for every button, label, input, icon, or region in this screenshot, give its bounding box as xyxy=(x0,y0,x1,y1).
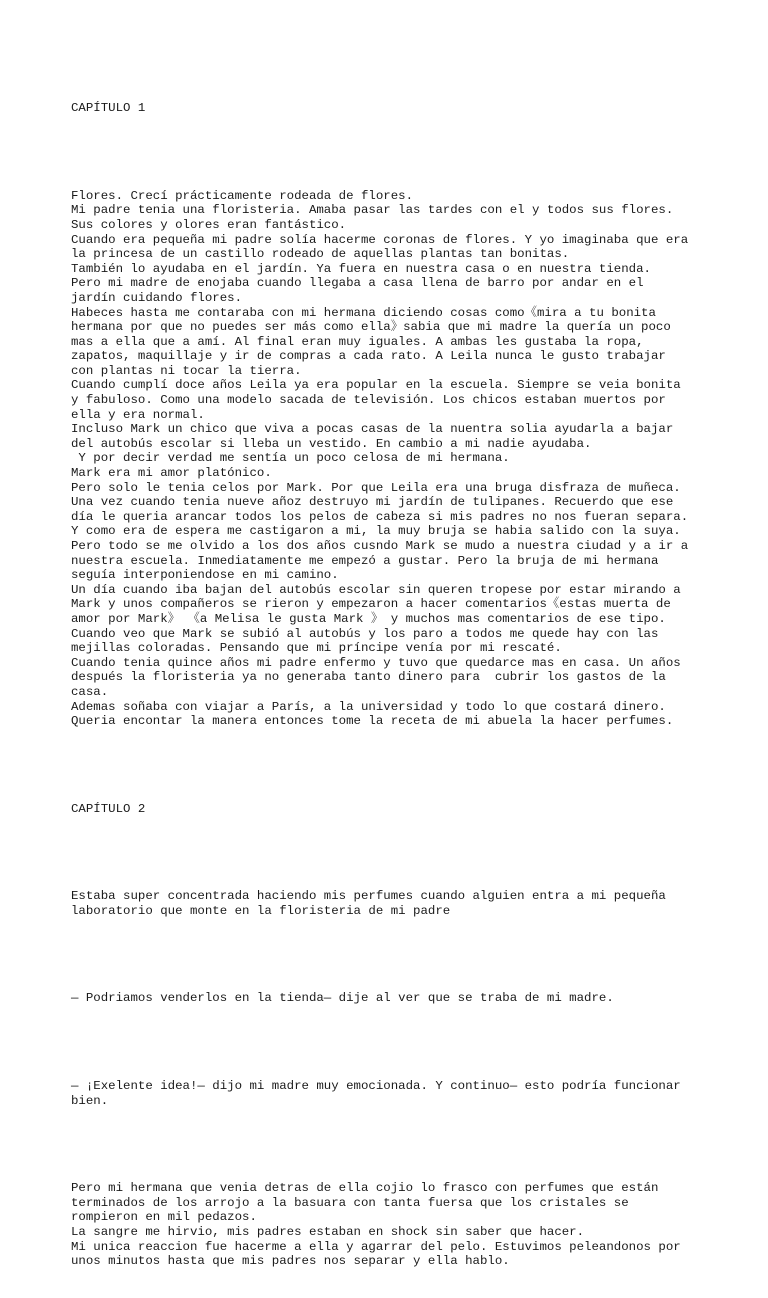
chapter-2-paragraph-1 xyxy=(71,889,711,918)
text-line: Estaba super concentrada haciendo mis perfumes cuando alguien entra a mi pequeña xyxy=(71,889,666,904)
text-line: del autobús escolar si lleba un vestido. En cambio a mi nadie ayudaba. xyxy=(71,436,592,451)
text-line: y fabuloso. Como una modelo sacada de televisión. Los chicos estaban muertos por xyxy=(71,393,666,408)
text-line: Habeces hasta me contaraba con mi hermana diciendo cosas como《mira a tu bonita xyxy=(71,305,656,320)
text-line: Pero todo se me olvido a los dos años cusndo Mark se mudo a nuestra ciudad y a ir a xyxy=(71,539,689,553)
text-line: jardín cuidando flores. xyxy=(71,290,243,305)
text-line: unos minutos hasta que mis padres nos separar y ella hablo. xyxy=(71,1254,510,1269)
text-line: Ademas soñaba con viajar a París, a la universidad y todo lo que costará dinero. xyxy=(71,699,666,714)
blank-line xyxy=(71,758,711,773)
text-line: después la floristeria ya no generaba tanto dinero para cubrir los gastos de la xyxy=(71,670,666,685)
text-line: Pero solo le tenia celos por Mark. Por que Leila era una bruga disfraza de muñeca. xyxy=(71,480,681,495)
text-line: Mark y unos compañeros se rieron y empezaron a hacer comentarios《estas muerta de xyxy=(71,597,671,612)
text-line: mas a ella que a amí. Al final eran muy iguales. A ambas les gustaba la ropa, xyxy=(71,334,644,349)
text-line: laboratorio que monte en la floristeria de mi padre xyxy=(71,903,451,918)
text-line: Cuando tenia quince años mi padre enfermo y tuvo que quedarce mas en casa. Un años xyxy=(71,655,681,670)
text-line: ella y era normal. xyxy=(71,407,205,422)
text-line: Una vez cuando tenia nueve añoz destruyo mi jardín de tulipanes. Recuerdo que ese xyxy=(71,495,674,510)
text-line: la princesa de un castillo rodeado de aquellas plantas tan bonitas. xyxy=(71,247,570,262)
text-line: También lo ayudaba en el jardín. Ya fuera en nuestra casa o en nuestra tienda. xyxy=(71,261,651,276)
text-line: nuestra escuela. Inmediatamente me empezó a gustar. Pero la bruja de mi hermana xyxy=(71,553,659,568)
chapter-1-heading: CAPÍTULO 1 xyxy=(71,101,146,116)
blank-line xyxy=(71,145,711,160)
text-line: casa. xyxy=(71,684,109,699)
text-line: seguía interponiendose en mi camino. xyxy=(71,568,339,583)
text-line: zapatos, maquillaje y ir de compras a cada rato. A Leila nunca le gusto trabajar xyxy=(71,349,666,364)
text-line: — ¡Exelente idea!— dijo mi madre muy emocionada. Y continuo— esto podría funcionar xyxy=(71,1078,681,1093)
text-line: — Podriamos venderlos en la tienda— dije al ver que se traba de mi madre. xyxy=(71,991,614,1006)
blank-line xyxy=(71,1035,711,1050)
text-line: día le queria arancar todos los pelos de cabeza si mis padres no nos fueran separa. xyxy=(71,509,689,524)
blank-line xyxy=(71,845,711,860)
text-line: Queria encontar la manera entonces tome la receta de mi abuela la hacer perfumes. xyxy=(71,714,674,729)
text-line: bien. xyxy=(71,1093,109,1108)
text-line: Y como era de espera me castigaron a mi, la muy bruja se habia salido con la suya. xyxy=(71,524,681,539)
text-line: hermana por que no puedes ser más como ella》sabia que mi madre la quería un poco xyxy=(71,320,671,335)
chapter-2-paragraph-4 xyxy=(71,1181,711,1269)
text-line: Y por decir verdad me sentía un poco celosa de mi hermana. xyxy=(71,451,510,466)
text-line: La sangre me hirvio, mis padres estaban en shock sin saber que hacer. xyxy=(71,1224,585,1239)
text-line: Incluso Mark un chico que viva a pocas casas de la nuentra solia ayudarla a bajar xyxy=(71,422,674,437)
text-line: Flores. Crecí prácticamente rodeada de flores. xyxy=(71,188,414,203)
text-line: Cuando cumplí doce años Leila ya era popular en la escuela. Siempre se veia bonita xyxy=(71,378,681,393)
text-line: terminados de los arrojo a la basuara con tanta fuersa que los cristales se xyxy=(71,1195,629,1210)
text-line: Mi padre tenia una floristeria. Amaba pasar las tardes con el y todos sus flores. xyxy=(71,203,674,218)
text-line: Sus colores y olores eran fantástico. xyxy=(71,217,347,232)
blank-line xyxy=(71,948,711,963)
document-text xyxy=(71,72,711,1298)
text-line: Cuando era pequeña mi padre solía hacerme coronas de flores. Y yo imaginaba que era xyxy=(71,232,689,247)
text-line: rompieron en mil pedazos. xyxy=(71,1210,257,1225)
text-line: amor por Mark》 《a Melisa le gusta Mark 》 y muchos mas comentarios de ese tipo. xyxy=(71,611,666,626)
text-line: Cuando veo que Mark se subió al autobús y los paro a todos me quede hay con las xyxy=(71,626,659,641)
chapter-1-body xyxy=(71,189,711,729)
text-line: con plantas ni tocar la tierra. xyxy=(71,363,302,378)
text-line: Mark era mi amor platónico. xyxy=(71,466,272,481)
text-line: Pero mi hermana que venia detras de ella cojio lo frasco con perfumes que están xyxy=(71,1181,659,1196)
text-line: mejillas coloradas. Pensando que mi príncipe venía por mi rescaté. xyxy=(71,641,562,656)
chapter-2-heading: CAPÍTULO 2 xyxy=(71,801,146,816)
chapter-2-paragraph-3 xyxy=(71,1079,711,1108)
chapter-2-paragraph-2 xyxy=(71,991,711,1006)
text-line: Pero mi madre de enojaba cuando llegaba a casa llena de barro por andar en el xyxy=(71,276,644,291)
text-line: Un día cuando iba bajan del autobús escolar sin queren tropese por estar mirando a xyxy=(71,582,681,597)
text-line: Mi unica reaccion fue hacerme a ella y agarrar del pelo. Estuvimos peleandonos por xyxy=(71,1239,681,1254)
blank-line xyxy=(71,1137,711,1152)
